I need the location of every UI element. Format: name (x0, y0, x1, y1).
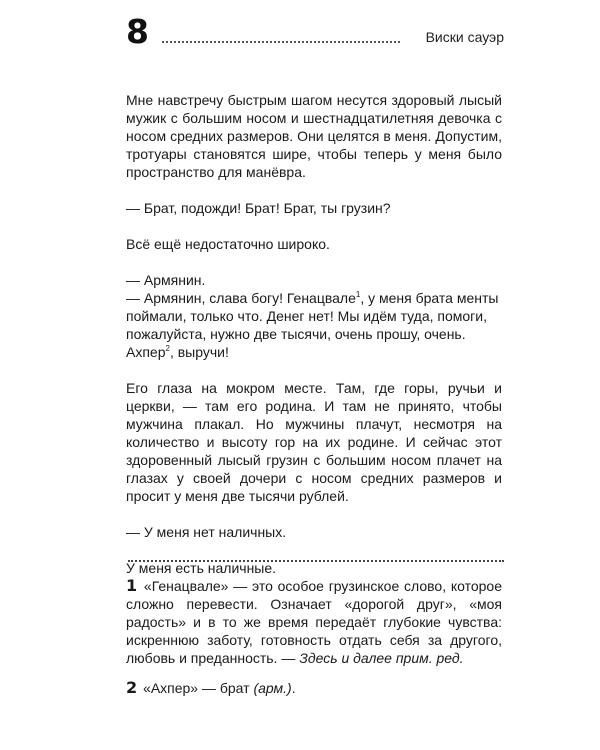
footnotes (126, 577, 502, 709)
footnote-ref-2: 2 (165, 344, 170, 353)
dialogue-text: , у меня брата менты поймали, только что. Денег нет! Мы идём туда, помоги, пожалуйста, нужно две тысячи, очень прошу, очень. Ахпер (126, 290, 499, 360)
footnote-number: 2 (126, 678, 138, 697)
footnote-text: «Генацвале» — это особое грузинское слово, которое сложно перевести. Означает «дорогой друг», «моя радость» и в то же время передаёт глубокие чувства: искреннюю заботу, готовность отдать себя за другого, любовь и преданность. — (126, 578, 503, 666)
page-header (126, 12, 504, 52)
footnote-1 (126, 577, 502, 667)
running-title: Виски сауэр (425, 29, 504, 45)
footnote-2 (126, 679, 502, 697)
paragraph-4-line-1: — Армянин. (126, 272, 206, 288)
footnote-number: 1 (126, 576, 138, 595)
footnote-ref-1: 1 (355, 290, 361, 299)
paragraph-7: У меня есть наличные. (126, 560, 277, 576)
paragraph-4-line-2 (126, 289, 502, 361)
footnote-text: «Ахпер» — брат (143, 680, 254, 696)
paragraph-3: Всё ещё недостаточно широко. (126, 236, 330, 252)
footnote-separator (128, 560, 504, 562)
paragraph-5: Его глаза на мокром месте. Там, где горы, ручьи и церкви, — там его родина. И там не принято, чтобы мужчина плакал. Но мужчины плачут, несмотря на количество и высоту гор на их родине. И сейчас этот здоровенный лысый грузин с большим носом плачет на глазах у своей дочери с носом средних размеров и просит у меня две тысячи рублей. (126, 380, 502, 504)
paragraph-6: — У меня нет наличных. (126, 524, 287, 540)
footnote-language-note: (арм.) (253, 680, 292, 696)
paragraph-2: — Брат, подожди! Брат! Брат, ты грузин? (126, 200, 391, 216)
chapter-number: 8 (126, 12, 149, 51)
dialogue-text: , выручи! (169, 344, 229, 360)
main-text (126, 91, 502, 595)
footnote-editor-note: Здесь и далее прим. ред. (299, 650, 464, 666)
footnote-tail: . (291, 680, 296, 696)
header-dotted-leader (162, 41, 400, 43)
dialogue-text: — Армянин, слава богу! Генацвале (126, 290, 356, 306)
paragraph-1: Мне навстречу быстрым шагом несутся здоровый лысый мужик с большим носом и шестнадцатилетняя девочка с носом средних размеров. Они целятся в меня. Допустим, тротуары становятся шире, чтобы теперь у меня было пространство для манёвра. (126, 92, 502, 180)
